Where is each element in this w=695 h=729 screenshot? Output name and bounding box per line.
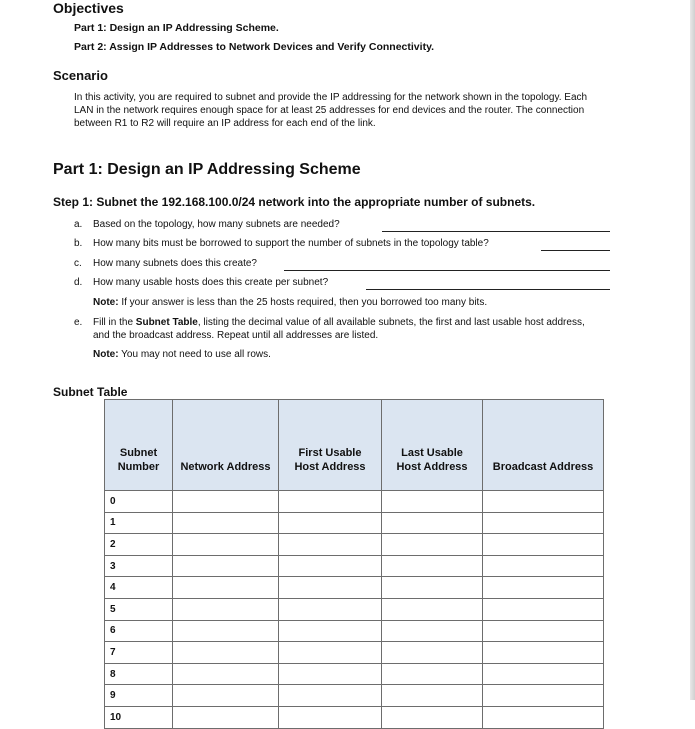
question-e-bold: Subnet Table	[135, 317, 198, 328]
table-row	[105, 555, 604, 577]
first-usable-cell[interactable]	[279, 642, 382, 664]
table-row	[105, 706, 604, 728]
header-subnet-number-line2: Number	[117, 461, 160, 473]
first-usable-cell[interactable]	[279, 534, 382, 556]
question-b-answer-line[interactable]	[541, 250, 610, 251]
last-usable-cell[interactable]	[382, 512, 483, 534]
note-rows-label: Note:	[93, 349, 119, 360]
question-e-pre: Fill in the	[93, 317, 136, 328]
subnet-number-cell: 1	[105, 512, 173, 534]
broadcast-address-cell[interactable]	[483, 642, 604, 664]
last-usable-cell[interactable]	[382, 706, 483, 728]
subnet-table-header-row	[105, 400, 604, 491]
broadcast-address-cell[interactable]	[483, 620, 604, 642]
header-network-address-line2: Network Address	[180, 461, 271, 473]
last-usable-cell[interactable]	[382, 663, 483, 685]
scenario-line-2: LAN in the network requires enough space for at least 25 addresses for end devices and the router. The connection	[74, 105, 585, 116]
page-edge-shadow	[690, 0, 695, 700]
subnet-number-cell: 0	[105, 491, 173, 513]
last-usable-cell[interactable]	[382, 685, 483, 707]
question-b-letter: b.	[74, 238, 83, 249]
table-row	[105, 598, 604, 620]
question-a-text: Based on the topology, how many subnets are needed?	[93, 219, 340, 230]
network-address-cell[interactable]	[173, 491, 279, 513]
broadcast-address-cell[interactable]	[483, 534, 604, 556]
first-usable-cell[interactable]	[279, 512, 382, 534]
table-row	[105, 642, 604, 664]
network-address-cell[interactable]	[173, 642, 279, 664]
question-c-letter: c.	[74, 258, 82, 269]
network-address-cell[interactable]	[173, 663, 279, 685]
subnet-number-cell: 7	[105, 642, 173, 664]
network-address-cell[interactable]	[173, 577, 279, 599]
broadcast-address-cell[interactable]	[483, 685, 604, 707]
subnet-number-cell: 2	[105, 534, 173, 556]
broadcast-address-cell[interactable]	[483, 598, 604, 620]
question-e-letter: e.	[74, 317, 83, 328]
note-hosts-text: If your answer is less than the 25 hosts required, then you borrowed too many bits.	[118, 297, 488, 308]
note-rows-text: You may not need to use all rows.	[118, 349, 271, 360]
network-address-cell[interactable]	[173, 598, 279, 620]
question-c-text: How many subnets does this create?	[93, 258, 257, 269]
question-d-text: How many usable hosts does this create per subnet?	[93, 277, 329, 288]
table-row	[105, 620, 604, 642]
step1-heading: Step 1: Subnet the 192.168.100.0/24 network into the appropriate number of subnets.	[53, 195, 536, 209]
first-usable-cell[interactable]	[279, 706, 382, 728]
network-address-cell[interactable]	[173, 706, 279, 728]
question-d-answer-line[interactable]	[366, 289, 610, 290]
subnet-number-cell: 8	[105, 663, 173, 685]
subnet-table	[104, 399, 604, 729]
header-broadcast-address	[483, 400, 604, 491]
part1-heading: Part 1: Design an IP Addressing Scheme	[53, 161, 361, 178]
table-row	[105, 534, 604, 556]
first-usable-cell[interactable]	[279, 685, 382, 707]
subnet-number-cell: 10	[105, 706, 173, 728]
first-usable-cell[interactable]	[279, 620, 382, 642]
header-network-address	[173, 400, 279, 491]
header-first-usable-line1: First Usable	[298, 447, 362, 459]
objective-item-1: Part 1: Design an IP Addressing Scheme.	[74, 22, 279, 34]
network-address-cell[interactable]	[173, 534, 279, 556]
header-subnet-number	[105, 400, 173, 491]
last-usable-cell[interactable]	[382, 577, 483, 599]
subnet-number-cell: 3	[105, 555, 173, 577]
question-e-text	[93, 317, 585, 328]
objectives-heading: Objectives	[53, 0, 124, 16]
header-broadcast-address-line2: Broadcast Address	[492, 461, 594, 473]
question-e-line2: and the broadcast address. Repeat until all addresses are listed.	[93, 330, 379, 341]
broadcast-address-cell[interactable]	[483, 706, 604, 728]
table-row	[105, 512, 604, 534]
table-row	[105, 685, 604, 707]
header-first-usable	[279, 400, 382, 491]
first-usable-cell[interactable]	[279, 663, 382, 685]
header-first-usable-line2: Host Address	[294, 461, 366, 473]
header-subnet-number-line1: Subnet	[119, 447, 158, 459]
scenario-heading: Scenario	[53, 68, 108, 83]
header-last-usable-line2: Host Address	[396, 461, 468, 473]
last-usable-cell[interactable]	[382, 534, 483, 556]
broadcast-address-cell[interactable]	[483, 577, 604, 599]
question-d-letter: d.	[74, 277, 83, 288]
first-usable-cell[interactable]	[279, 555, 382, 577]
question-c-answer-line[interactable]	[284, 270, 610, 271]
note-rows	[93, 349, 271, 360]
question-e-post: , listing the decimal value of all available subnets, the first and last usable host address,	[197, 317, 585, 328]
question-b-text: How many bits must be borrowed to support the number of subnets in the topology table?	[93, 238, 489, 249]
subnet-number-cell: 6	[105, 620, 173, 642]
question-a-letter: a.	[74, 219, 83, 230]
broadcast-address-cell[interactable]	[483, 512, 604, 534]
network-address-cell[interactable]	[173, 512, 279, 534]
objective-item-2: Part 2: Assign IP Addresses to Network Devices and Verify Connectivity.	[74, 41, 435, 53]
first-usable-cell[interactable]	[279, 491, 382, 513]
scenario-line-1: In this activity, you are required to subnet and provide the IP addressing for the network shown in the topology. Each	[74, 92, 588, 103]
broadcast-address-cell[interactable]	[483, 491, 604, 513]
subnet-number-cell: 4	[105, 577, 173, 599]
table-row	[105, 577, 604, 599]
note-hosts	[93, 297, 487, 308]
broadcast-address-cell[interactable]	[483, 663, 604, 685]
header-last-usable-line1: Last Usable	[401, 447, 463, 459]
table-row	[105, 491, 604, 513]
header-last-usable	[382, 400, 483, 491]
question-a-answer-line[interactable]	[382, 231, 610, 232]
last-usable-cell[interactable]	[382, 642, 483, 664]
last-usable-cell[interactable]	[382, 620, 483, 642]
network-address-cell[interactable]	[173, 685, 279, 707]
table-row	[105, 663, 604, 685]
note-hosts-label: Note:	[93, 297, 119, 308]
subnet-number-cell: 5	[105, 598, 173, 620]
network-address-cell[interactable]	[173, 620, 279, 642]
subnet-table-title: Subnet Table	[53, 385, 128, 399]
first-usable-cell[interactable]	[279, 598, 382, 620]
first-usable-cell[interactable]	[279, 577, 382, 599]
broadcast-address-cell[interactable]	[483, 555, 604, 577]
last-usable-cell[interactable]	[382, 598, 483, 620]
last-usable-cell[interactable]	[382, 555, 483, 577]
subnet-number-cell: 9	[105, 685, 173, 707]
network-address-cell[interactable]	[173, 555, 279, 577]
last-usable-cell[interactable]	[382, 491, 483, 513]
scenario-line-3: between R1 to R2 will require an IP address for each end of the link.	[74, 118, 376, 129]
